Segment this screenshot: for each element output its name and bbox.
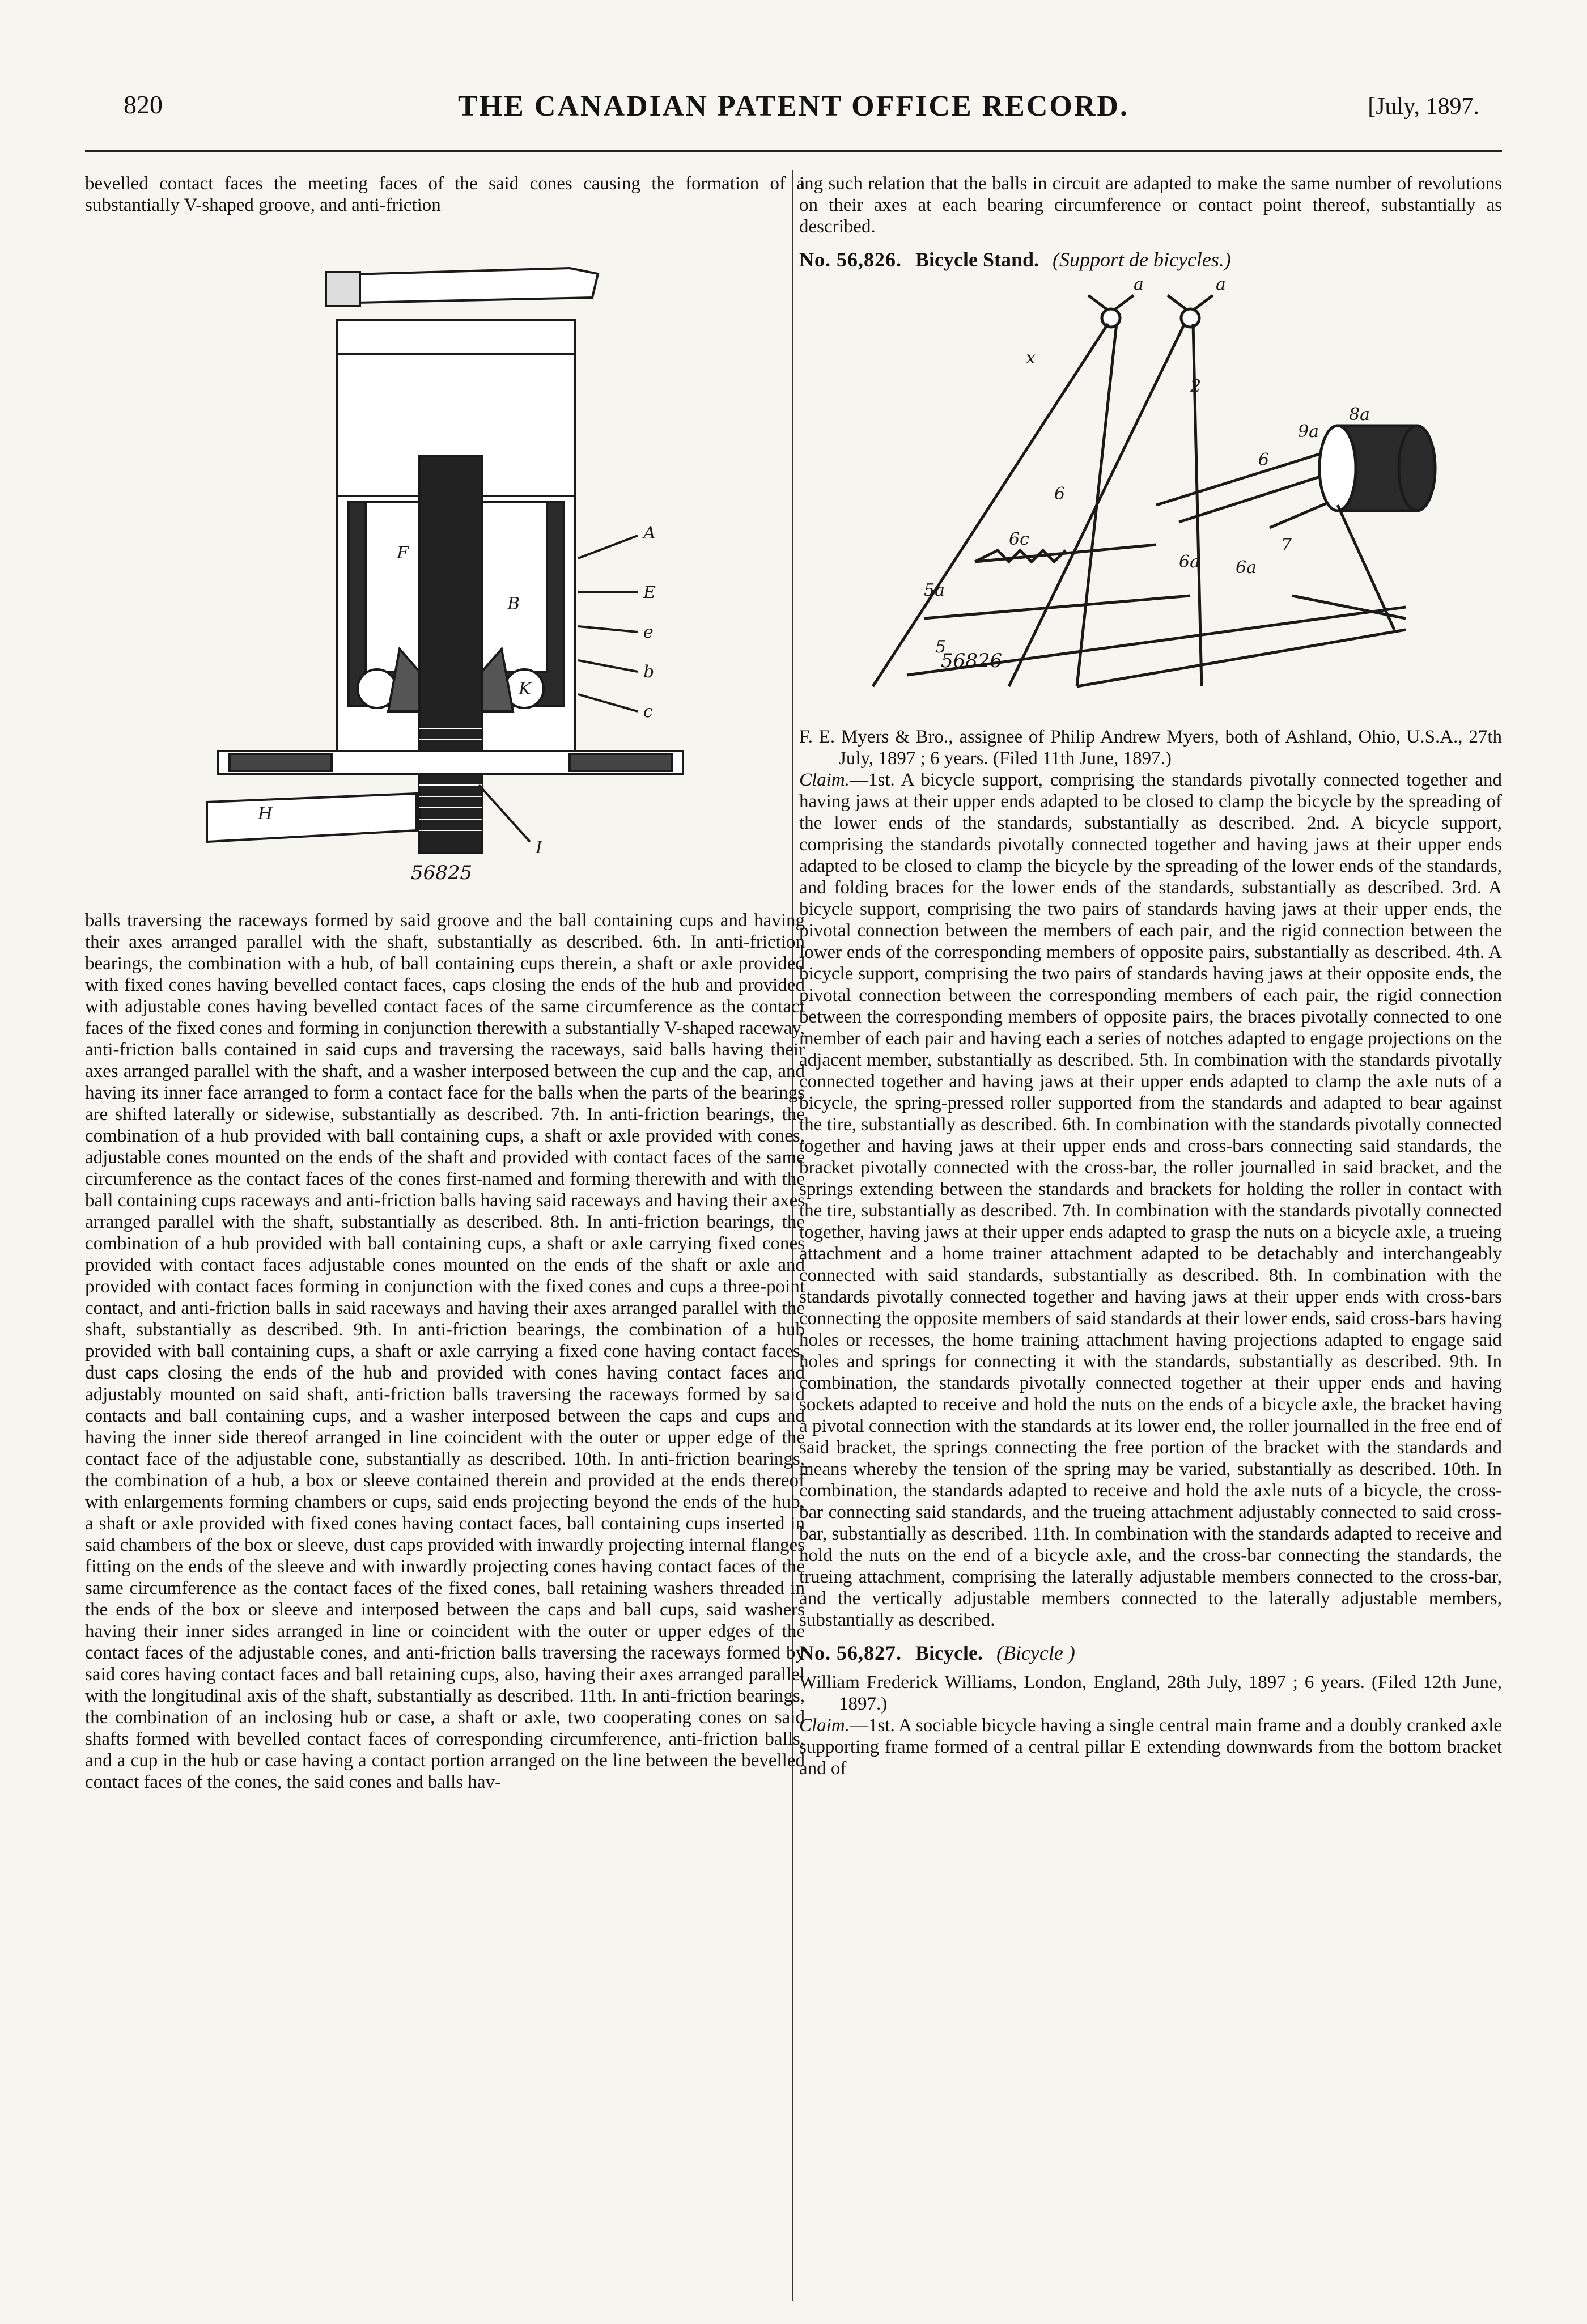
entry-french-title: (Support de bicycles.) [1053,248,1231,271]
svg-text:I: I [536,838,542,858]
entry-applicant: F. E. Myers & Bro., assignee of Philip Andrew Myers, both of Ashland, Ohio, U.S.A., 27th July, 1897 ; 6 years. (Filed 11th June, 1897.) [799,727,1502,769]
svg-text:6: 6 [1054,484,1066,504]
figure-number: 56825 [411,862,473,884]
hub-bearing-drawing [162,241,728,887]
svg-text:5a: 5a [924,580,945,600]
svg-text:E: E [643,583,656,603]
claim-label: Claim. [799,1715,850,1736]
left-column [85,173,805,2304]
svg-text:e: e [643,622,654,642]
claim-text: —1st. A bicycle support, comprising the standards pivotally connected together and having jaws at their upper ends adapted to be closed to clamp the bicycle by the spreading of the lower ends of the standards, substantially as described. 2nd. A bicycle support, comprising the standards pivotally connected together and having jaws at their upper ends adapted to be closed to clamp the bicycle by the spreading of the lower ends of the standards, and folding braces for the lower ends of the standards, substantially as described. 3rd. A bicycle support, comprising the two pairs of standards having jaws at their upper ends, the pivotal connection between the members of each pair, and the rigid connection between the lower ends of the corresponding members of opposite pairs, substantially as described. 4th. A bicycle support, comprising the two pairs of standards having jaws at their opposite ends, the pivotal connection between the corresponding members of each pair, the rigid connection between the corresponding members of opposite pairs, the braces pivotally connected to one member of each pair and having each a series of notches adapted to engage projections on the adjacent member, substantially as described. 5th. In combination with the standards pivotally connected together and having jaws at their upper ends adapted to clamp the axle nuts of a bicycle, the spring-pressed roller supported from the standards and adapted to bear against the tire, substantially as described. 6th. In combination with the standards pivotally connected together and having jaws at their upper ends and cross-bars connecting said standards, the bracket pivotally connected with the cross-bar, the roller journalled in said bracket, and the springs extending between the standards and brackets for holding the roller in contact with the tire, substantially as described. 7th. In combination with the standards pivotally connected together, having jaws at their upper ends adapted to grasp the nuts on a bicycle axle, a trueing attachment and a home trainer attachment adapted to be detachably and interchangeably connected with said standards, substantially as described. 8th. In combination with the standards pivotally connected together and having jaws at their upper ends with cross-bars connecting the opposite members of said standards at their lower ends, said cross-bars having holes or recesses, the home training attachment having projections adapted to engage said holes and springs for connecting it with the standards, substantially as described. 9th. In combination, the standards pivotally connected together at their upper ends and having sockets adapted to receive and hold the nuts on the ends of a bicycle axle, the bracket having a pivotal connection with the standards at its lower end, the roller journalled in the free end of said bracket, the springs connecting the free portion of the bracket with the standards and means whereby the tension of the spring may be varied, substantially as described. 10th. In combination, the standards adapted to receive and hold the axle nuts of a bicycle, the cross-bar connecting said standards, and the trueing attachment adjustably connected to said cross-bar, substantially as described. 11th. In combination with the standards adapted to receive and hold the nuts on the end of a bicycle axle, and the cross-bar connecting the standards, the trueing attachment, comprising the laterally adjustable members connected to the cross-bar, and the vertically adjustable members connected to the laterally adjustable members, substantially as described. [799,770,1502,1630]
svg-text:8a: 8a [1349,405,1370,425]
svg-text:a: a [1134,278,1144,294]
entry-applicant: William Frederick Williams, London, England, 28th July, 1897 ; 6 years. (Filed 12th June, 1897.) [799,1672,1502,1714]
right-text-top: ing such relation that the balls in circuit are adapted to make the same number of revolutions on their axes at each bearing circumference or contact point thereof, substantially as described. [799,173,1502,237]
claim-text: —1st. A sociable bicycle having a single central main frame and a doubly cranked axle supporting frame formed of a central pillar E extending downwards from the bottom bracket and of [799,1715,1502,1779]
figure-56825 [162,241,728,887]
header-rule [85,150,1502,152]
svg-text:6a: 6a [1179,552,1200,572]
svg-text:a: a [1216,278,1226,294]
journal-title: THE CANADIAN PATENT OFFICE RECORD. [458,90,1129,122]
svg-text:6: 6 [1258,450,1270,470]
entry-number: No. 56,827. [799,1642,902,1664]
figure-number: 56826 [941,650,1003,672]
figure-56826 [839,278,1462,709]
svg-text:A: A [643,523,656,543]
entry-number: No. 56,826. [799,248,902,271]
svg-text:B: B [507,594,520,614]
entry-header-56826 [799,248,1502,272]
svg-text:6c: 6c [1009,529,1029,549]
svg-text:7: 7 [1281,535,1292,555]
entry-title: Bicycle. [915,1642,983,1664]
page-header [85,85,1502,130]
entry-claim [799,1715,1502,1779]
svg-text:2: 2 [1190,376,1202,396]
issue-date: [July, 1897. [1368,94,1479,120]
svg-text:H: H [258,804,273,824]
bicycle-stand-drawing [839,278,1462,709]
entry-header-56827 [799,1641,1502,1665]
left-text-top: bevelled contact faces the meeting faces of the said cones causing the formation of a substantially V-shaped groove, and anti-friction [85,173,805,215]
entry-title: Bicycle Stand. [915,248,1039,271]
svg-text:c: c [643,702,653,722]
right-column [799,173,1502,2304]
svg-text:x: x [1026,348,1036,368]
claim-label: Claim. [799,770,850,790]
entry-french-title: (Bicycle ) [996,1642,1075,1664]
page-number: 820 [124,90,163,119]
svg-text:6a: 6a [1236,558,1257,578]
svg-text:F: F [397,543,409,563]
entry-claim [799,769,1502,1631]
svg-text:5: 5 [935,637,947,657]
svg-text:b: b [643,662,655,682]
svg-text:9a: 9a [1298,422,1319,442]
left-text-bottom: balls traversing the raceways formed by said groove and the ball containing cups and having their axes arranged parallel with the shaft, substantially as described. 6th. In anti-friction bearings, the combination with a hub, of ball containing cups therein, a shaft or axle provided with fixed cones having bevelled contact faces, caps closing the ends of the hub and provided with adjustable cones having bevelled contact faces of the same circumference as the contact faces of the fixed cones and forming in conjunction therewith a substantially V-shaped raceway, anti-friction balls contained in said cups and traversing the raceways, said balls having their axes arranged parallel with the shaft, and a washer interposed between the cup and the cap, and having its inner face arranged to form a contact face for the balls when the parts of the bearings are shifted laterally or sidewise, substantially as described. 7th. In anti-friction bearings, the combination of a hub provided with ball containing cups, a shaft or axle provided with cones, adjustable cones mounted on the ends of the shaft and provided with contact faces of the same circumference as the contact faces of the cones first-named and forming therewith and with the ball containing cups raceways and anti-friction balls having said raceways and having their axes arranged parallel with the shaft, substantially as described. 8th. In anti-friction bearings, the combination of a hub provided with ball containing cups, a shaft or axle carrying fixed cones provided with contact faces adjustable cones mounted on the ends of the shaft or axle and provided with contact faces forming in conjunction with the fixed cones and cups a three-point contact, and anti-friction balls in said raceways and having their axes arranged parallel with the shaft, substantially as described. 9th. In anti-friction bearings, the combination of a hub provided with ball containing cups, a shaft or axle carrying a fixed cone having contact faces, dust caps closing the ends of the hub and provided with cones having contact faces and adjustably mounted on said shaft, anti-friction balls traversing the raceways formed by said contacts and ball containing cups, and a washer interposed between the caps and cups and having the inner side thereof arranged in line coincident with the outer or upper edge of the contact face of the adjustable cone, substantially as described. 10th. In anti-friction bearings, the combination of a hub, a box or sleeve contained therein and provided at the ends thereof with enlargements forming chambers or cups, said ends projecting beyond the ends of the hub, a shaft or axle provided with fixed cones having contact faces, ball containing cups inserted in said chambers of the box or sleeve, dust caps provided with inwardly projecting internal flanges fitting on the ends of the sleeve and with inwardly projecting cones having contact faces of the same circumference as the contact faces of the fixed cones, ball retaining washers threaded in the ends of the box or sleeve and interposed between the caps and ball cups, said washers having their inner sides arranged in line or coincident with the outer or upper edges of the contact faces of the adjustable cones, and anti-friction balls traversing the raceways formed by said cores having contact faces and ball retaining cups, also, having their axes arranged parallel with the longitudinal axis of the shaft, substantially as described. 11th. In anti-friction bearings, the combination of an inclosing hub or case, a shaft or axle, two cooperating cones on said shafts formed with bevelled contact faces of corresponding circumference, anti-friction balls, and a cup in the hub or case having a contact portion arranged on the line between the bevelled contact faces of the cones, the said cones and balls hav- [85,910,805,1792]
svg-text:K: K [519,679,532,699]
